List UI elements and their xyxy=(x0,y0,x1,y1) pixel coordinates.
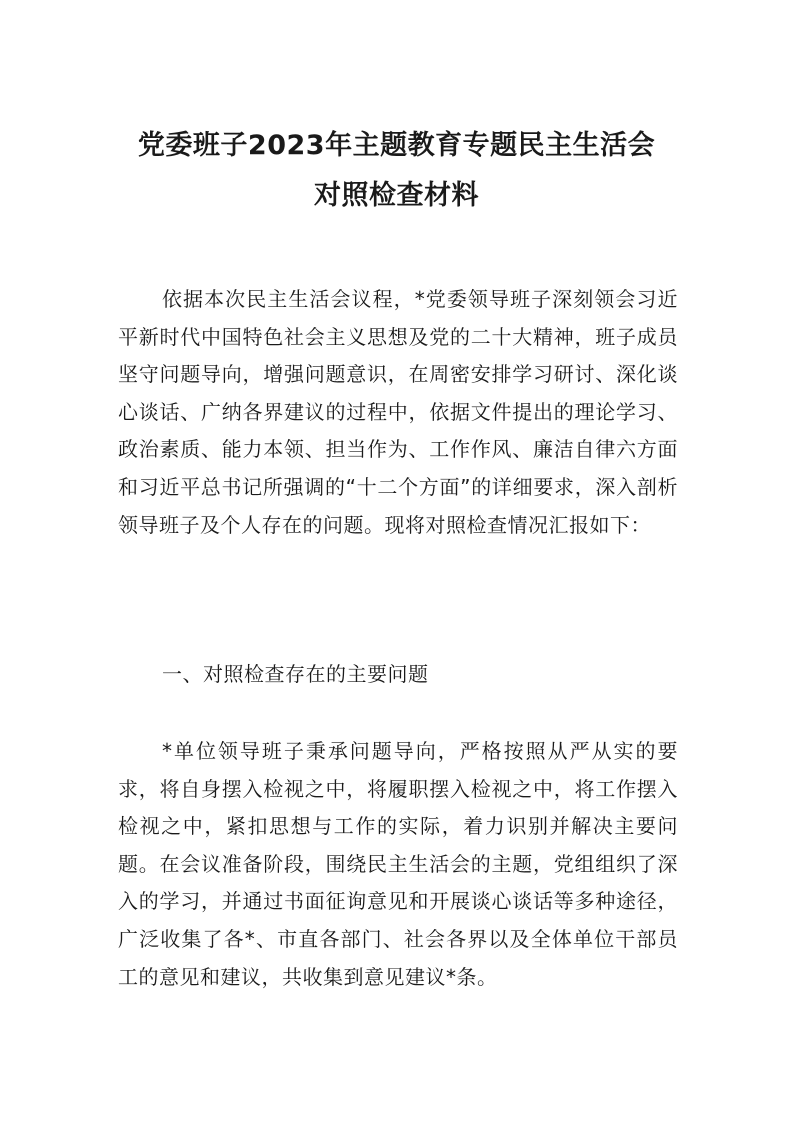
section-heading: 一、对照检查存在的主要问题 xyxy=(162,662,429,686)
body-paragraph: *单位领导班子秉承问题导向，严格按照从严从实的要求，将自身摆入检视之中，将履职摆入检视之中，将工作摆入检视之中，紧扣思想与工作的实际，着力识别并解决主要问题。在会议准备阶段，围绕民主生活会的主题，党组组织了深入的学习，并通过书面征询意见和开展谈心谈话等多种途径，广泛收集了各*、市直各部门、社会各界以及全体单位干部员工的意见和建议，共收集到意见建议*条。 xyxy=(118,739,678,989)
document-title-line-1: 党委班子2023年主题教育专题民主生活会 xyxy=(137,130,656,161)
document-title-line-2: 对照检查材料 xyxy=(314,180,479,211)
intro-paragraph: 依据本次民主生活会议程，*党委领导班子深刻领会习近平新时代中国特色社会主义思想及党的二十大精神，班子成员坚守问题导向，增强问题意识，在周密安排学习研讨、深化谈心谈话、广纳各界建议的过程中，依据文件提出的理论学习、政治素质、能力本领、担当作为、工作作风、廉洁自律六方面和习近平总书记所强调的“十二个方面”的详细要求，深入剖析领导班子及个人存在的问题。现将对照检查情况汇报如下： xyxy=(118,287,678,537)
